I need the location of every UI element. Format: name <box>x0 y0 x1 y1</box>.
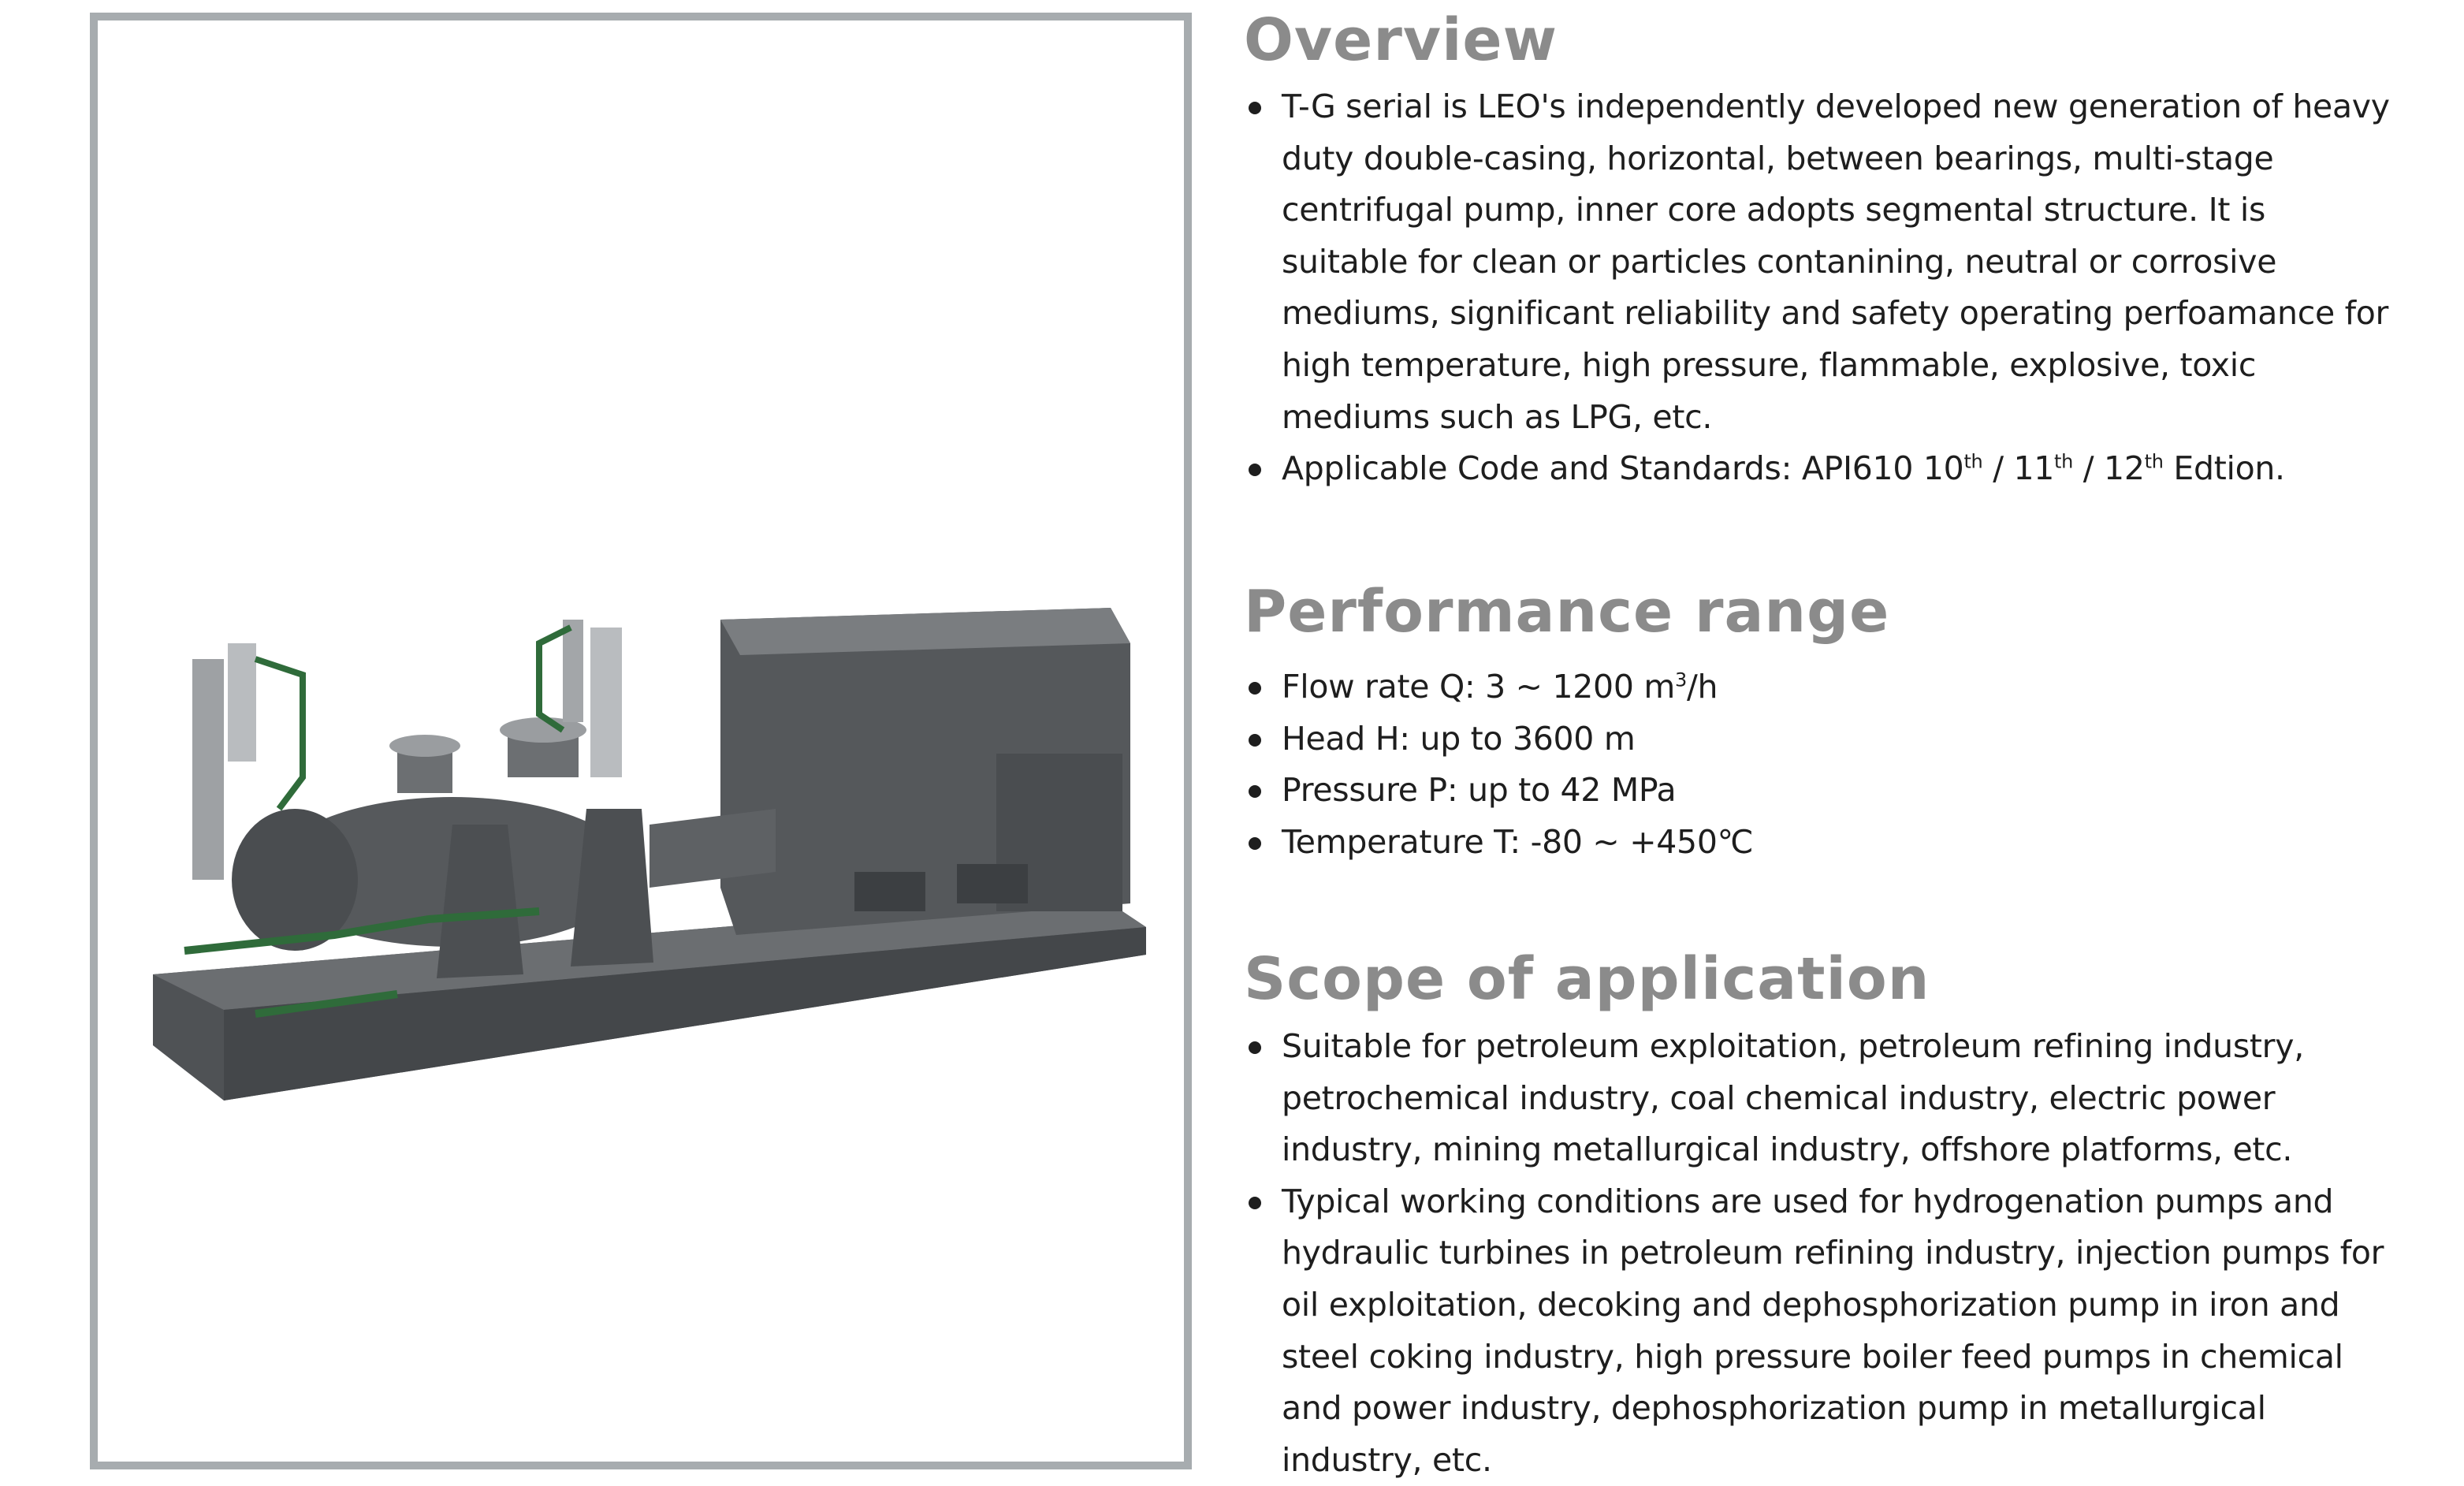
standards-sup-10: th <box>1963 450 1983 473</box>
performance-heading: Performance range <box>1244 578 1890 646</box>
standards-item <box>1244 443 2395 495</box>
flow-rate-prefix: Flow rate Q: 3 ~ 1200 m <box>1282 668 1675 706</box>
performance-list <box>1244 661 2395 868</box>
standards-mid-11: / 11 <box>1982 449 2055 488</box>
temperature-item: Temperature T: -80 ~ +450℃ <box>1244 817 2395 869</box>
overview-list <box>1244 81 2395 495</box>
standards-sup-12: th <box>2144 450 2164 473</box>
standards-sup-11: th <box>2054 450 2074 473</box>
flow-rate-suffix: /h <box>1686 668 1718 706</box>
standards-suffix: Edtion. <box>2163 449 2285 488</box>
scope-heading: Scope of application <box>1244 945 1930 1013</box>
standards-mid-12: / 12 <box>2073 449 2145 488</box>
scope-item: Suitable for petroleum exploitation, petroleum refining industry, petrochemical industry, coal chemical industry, electric power industry, mining metallurgical industry, offshore platforms, etc. <box>1244 1021 2395 1176</box>
pump-unit-image <box>98 20 1184 1462</box>
overview-heading: Overview <box>1244 6 1558 74</box>
flow-rate-unit-exponent: 3 <box>1674 669 1687 691</box>
pressure-item: Pressure P: up to 42 MPa <box>1244 765 2395 817</box>
scope-item: Typical working conditions are used for hydrogenation pumps and hydraulic turbines in petroleum refining industry, injection pumps for oil exploitation, decoking and dephosphorization pump in iron and steel coking industry, high pressure boiler feed pumps in chemical and power industry, dephosphorization pump in metallurgical industry, etc. <box>1244 1176 2395 1486</box>
flow-rate-item <box>1244 661 2395 713</box>
scope-list <box>1244 1021 2395 1486</box>
head-item: Head H: up to 3600 m <box>1244 713 2395 765</box>
standards-prefix: Applicable Code and Standards: API610 10 <box>1282 449 1964 488</box>
overview-item: T-G serial is LEO's independently developed new generation of heavy duty double-casing, horizontal, between bearings, multi-stage centrifugal pump, inner core adopts segmental structure. It is suitable for clean or particles contanining, neutral or corrosive mediums, significant reliability and safety operating perfoamance for high temperature, high pressure, flammable, explosive, toxic mediums such as LPG, etc. <box>1244 81 2395 443</box>
product-image-frame <box>90 13 1192 1469</box>
